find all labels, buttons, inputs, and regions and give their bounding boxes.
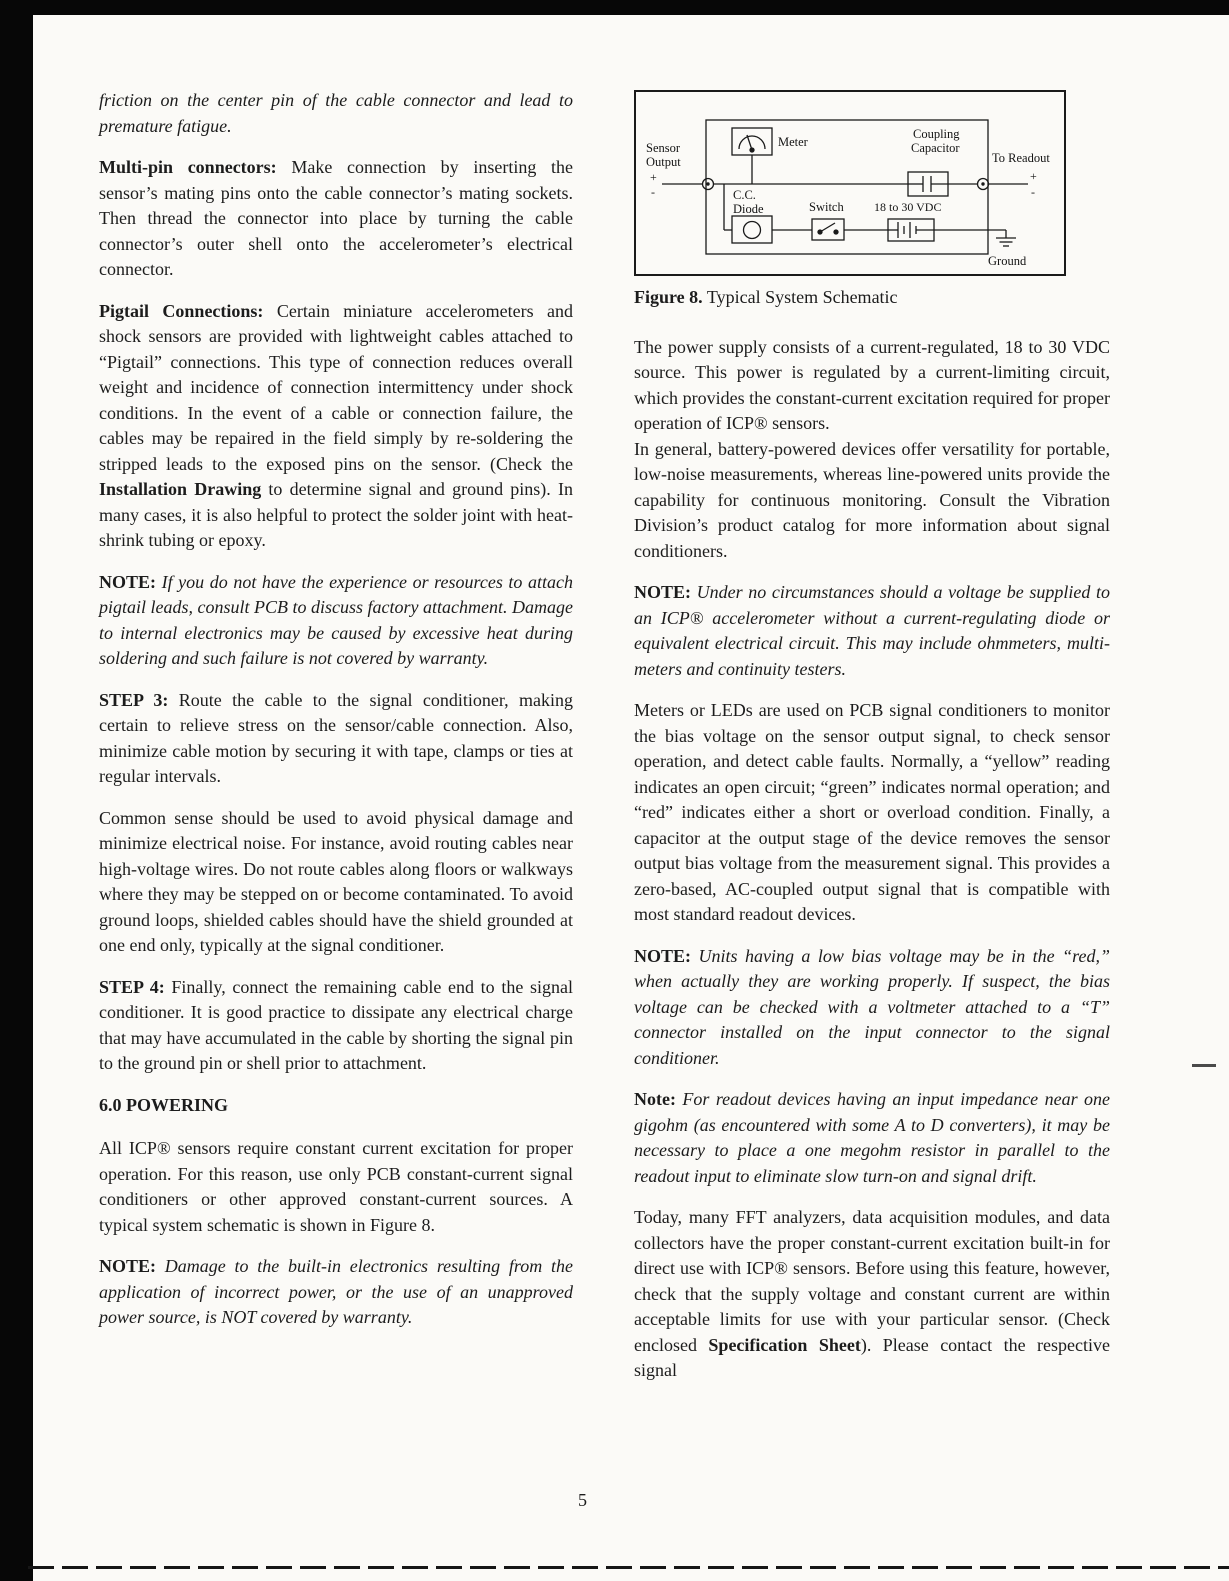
label-sensor-output-2: Output — [646, 155, 681, 169]
meters-paragraph: Meters or LEDs are used on PCB signal conditioners to monitor the bias voltage on the sensor output signal, to check sensor operation, and detect cable faults. Normally, a “yellow” reading indicates an open circuit; “green” indicates normal operation; and “red” indicates either a short or overload condition. Finally, a capacitor at the output stage of the device removes the sensor output bias voltage from the measurement signal. This provides a zero-based, AC-coupled output signal that is compatible with most standard readout devices. — [634, 700, 1110, 924]
label-meter: Meter — [778, 135, 808, 149]
label-switch: Switch — [809, 200, 844, 214]
system-schematic-drawing — [636, 92, 1064, 274]
specification-sheet-ref: Specification Sheet — [708, 1334, 861, 1355]
step3-paragraph — [99, 688, 573, 790]
scan-artifact-dash — [1192, 1064, 1216, 1067]
note-impedance-paragraph — [634, 1087, 1110, 1189]
label-ground: Ground — [988, 254, 1027, 268]
today-body-1: Today, many FFT analyzers, data acquisition modules, and data collectors have the proper constant-current excitation built-in for direct use with ICP® sensors. Before using this feature, however, check that the supply voltage and constant current are within acceptable limits for use with your particular sensor. (Check enclosed — [634, 1207, 1110, 1355]
label-to-readout: To Readout — [992, 151, 1050, 165]
note-voltage-paragraph — [634, 580, 1110, 682]
note-powering-body: Damage to the built-in electronics resulting from the application of incorrect power, or the use of an unapproved power source, is NOT covered by warranty. — [99, 1256, 573, 1327]
label-output-plus: + — [1030, 169, 1037, 183]
schematic-wires — [662, 120, 1028, 254]
power-supply-body-1: The power supply consists of a current-regulated, 18 to 30 VDC source. This power is regulated by a current-limiting circuit, which provides the constant-current excitation required for proper operation of ICP® sensors. — [634, 336, 1110, 433]
step3-body: Route the cable to the signal conditioner, making certain to relieve stress on the sensor/cable connection. Also, minimize cable motion by securing it with tape, clamps or ties at regular intervals. — [99, 689, 573, 786]
step3-lead: STEP 3: — [99, 689, 169, 710]
figure-8-caption — [634, 285, 1110, 311]
scan-edge-bottom — [28, 1566, 1229, 1569]
note-powering-paragraph — [99, 1254, 573, 1331]
figure-8-caption-label: Figure 8. — [634, 287, 703, 307]
left-column — [99, 88, 573, 1347]
page-number: 5 — [578, 1490, 587, 1510]
note-bias-lead: NOTE: — [634, 945, 692, 966]
label-input-minus: - — [651, 185, 655, 199]
today-body-2: ). Please contact the respective signal — [634, 1334, 1110, 1380]
multipin-lead: Multi-pin connectors: — [99, 157, 277, 177]
note-voltage-lead: NOTE: — [634, 582, 692, 602]
figure-8-schematic — [634, 90, 1066, 276]
pigtail-paragraph — [99, 299, 573, 554]
power-supply-body-2: In general, battery-powered devices offer versatility for portable, low-noise measurements, whereas line-powered units provide the capability for continuous monitoring. Consult the Vibration Division’s product catalog for more information about signal conditioners. — [634, 438, 1110, 561]
multipin-paragraph — [99, 155, 573, 283]
step4-body: Finally, connect the remaining cable end to the signal conditioner. It is good practice to dissipate any electrical charge that may have accumulated in the cable by shorting the signal pin to the ground pin or shell prior to attachment. — [99, 976, 573, 1073]
cable-routing-paragraph: Common sense should be used to avoid physical damage and minimize electrical noise. For instance, avoid routing cables near high-voltage wires. Do not route cables along floors or walkways where they may be stepped on or become contaminated. To avoid ground loops, shielded cables should have the shield grounded at one end only, typically at the signal conditioner. — [99, 807, 573, 955]
today-paragraph — [634, 1205, 1110, 1384]
battery-symbol — [888, 219, 934, 241]
note-powering-lead: NOTE: — [99, 1256, 157, 1276]
figure-8-caption-text: Typical System Schematic — [702, 287, 898, 307]
note-pigtail-paragraph — [99, 570, 573, 672]
label-coupling-1: Coupling — [913, 127, 960, 141]
step4-paragraph — [99, 975, 573, 1077]
powering-paragraph: All ICP® sensors require constant current excitation for proper operation. For this reason, use only PCB constant-current signal conditioners or other approved constant-current sources. A typical system schematic is shown in Figure 8. — [99, 1138, 573, 1235]
note-impedance-body: For readout devices having an input impedance near one gigohm (as encountered with some A to D converters), it may be necessary to place a one megohm resistor in parallel to the readout input to eliminate slow turn-on and signal drift. — [634, 1089, 1110, 1186]
pigtail-body-2: to determine signal and ground pins). In many cases, it is also helpful to protect the solder joint with heat-shrink tubing or epoxy. — [99, 479, 573, 550]
figure-8 — [634, 90, 1110, 311]
cc-diode-symbol — [732, 216, 772, 243]
label-cc-diode-2: Diode — [733, 202, 764, 216]
installation-drawing-ref: Installation Drawing — [99, 479, 262, 499]
step4-lead: STEP 4: — [99, 976, 165, 997]
label-input-plus: + — [650, 170, 657, 184]
meter-symbol — [732, 128, 772, 184]
switch-symbol — [812, 219, 844, 240]
label-coupling-2: Capacitor — [911, 141, 960, 155]
note-bias-body: Units having a low bias voltage may be in the “red,” when actually they are working properly. If suspect, the bias voltage can be checked with a voltmeter attached to a “T” connector installed on the input connector to the signal conditioner. — [634, 945, 1110, 1068]
label-vdc: 18 to 30 VDC — [874, 200, 942, 214]
scan-edge-left — [0, 0, 33, 1581]
coupling-capacitor-symbol — [908, 172, 948, 196]
note-impedance-lead: Note: — [634, 1089, 676, 1109]
pigtail-body-1: Certain miniature accelerometers and shock sensors are provided with lightweight cables attached to “Pigtail” connections. This type of connection reduces overall weight and incidence of connection intermittency under shock conditions. In the event of a cable or connection failure, the cables may be repaired in the field simply by re-soldering the stripped leads to the exposed pins on the sensor. (Check the — [99, 300, 573, 474]
input-terminal-dot — [706, 182, 709, 185]
note-pigtail-lead: NOTE: — [99, 571, 157, 592]
note-voltage-body: Under no circumstances should a voltage be supplied to an ICP® accelerometer without a current-regulating diode or equivalent electrical circuit. This may include ohmmeters, multi-meters and continuity testers. — [634, 582, 1110, 679]
right-column — [634, 88, 1110, 1400]
ground-symbol — [996, 238, 1016, 246]
power-supply-paragraph — [634, 335, 1110, 565]
output-terminal-dot — [981, 182, 984, 185]
label-sensor-output-1: Sensor — [646, 141, 681, 155]
pigtail-lead: Pigtail Connections: — [99, 300, 264, 321]
multipin-body: Make connection by inserting the sensor’s mating pins onto the cable connector’s mating sockets. Then thread the connector into place by turning the cable connector’s outer shell onto the accelerometer’s electrical connector. — [99, 157, 574, 279]
label-output-minus: - — [1031, 185, 1035, 199]
carryover-paragraph: friction on the center pin of the cable connector and lead to premature fatigue. — [99, 90, 573, 136]
scan-edge-top — [0, 0, 1229, 15]
note-pigtail-body: If you do not have the experience or resources to attach pigtail leads, consult PCB to discuss factory attachment. Damage to internal electronics may be caused by excessive heat during soldering and such failure is not covered by warranty. — [99, 571, 573, 668]
note-bias-paragraph — [634, 944, 1110, 1072]
powering-heading: 6.0 POWERING — [99, 1094, 229, 1115]
label-cc-diode-1: C.C. — [733, 188, 756, 202]
